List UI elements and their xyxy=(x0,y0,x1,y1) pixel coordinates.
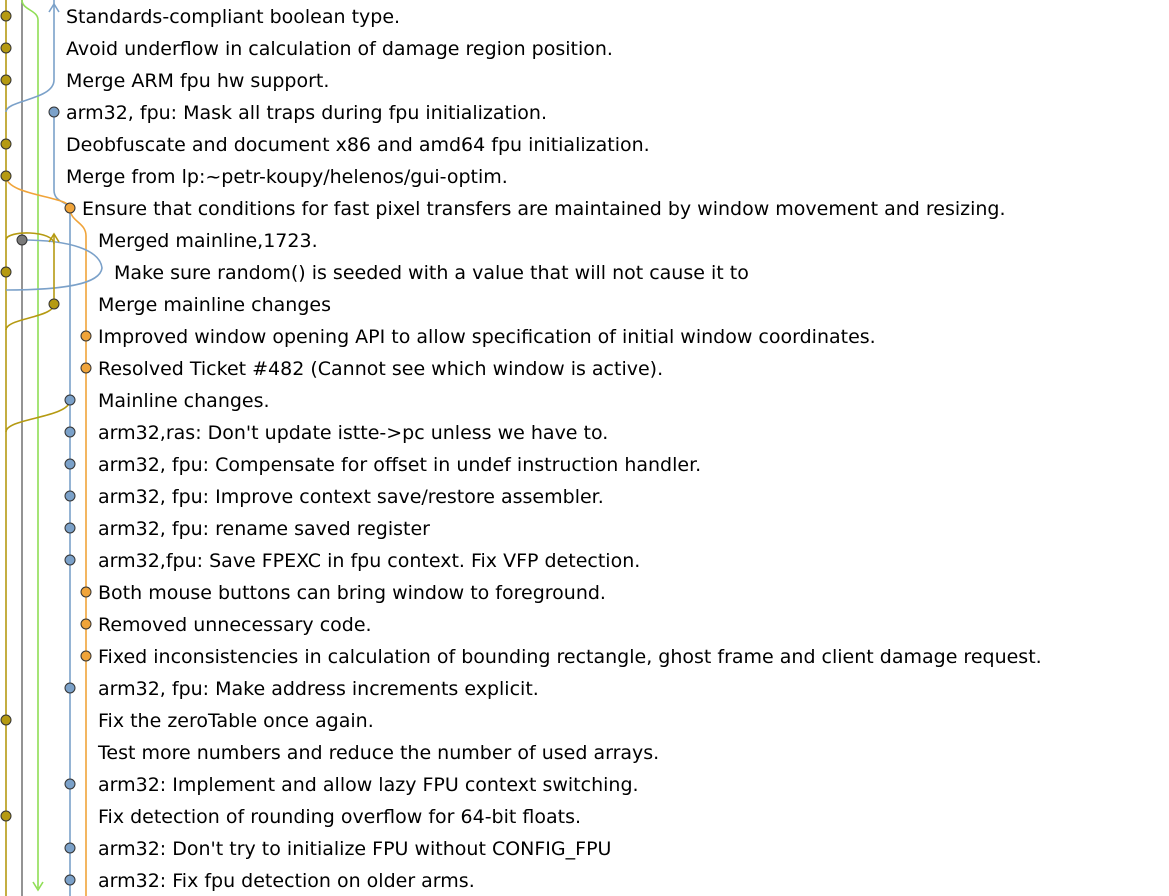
commit-node[interactable] xyxy=(1,811,11,821)
commit-node[interactable] xyxy=(81,619,91,629)
commit-node[interactable] xyxy=(65,491,75,501)
commit-message[interactable]: Mainline changes. xyxy=(98,390,270,412)
commit-message[interactable]: arm32, fpu: Make address increments explicit. xyxy=(98,678,539,700)
commit-node[interactable] xyxy=(1,75,11,85)
commit-node[interactable] xyxy=(65,683,75,693)
commit-node[interactable] xyxy=(65,427,75,437)
commit-message[interactable]: arm32: Fix fpu detection on older arms. xyxy=(98,870,475,892)
commit-node[interactable] xyxy=(17,235,27,245)
commit-message[interactable]: Merge ARM fpu hw support. xyxy=(66,70,330,92)
lane-line-olive-link xyxy=(6,233,54,244)
commit-node[interactable] xyxy=(65,203,75,213)
lane-line-blue-main xyxy=(54,112,70,896)
commit-node[interactable] xyxy=(65,459,75,469)
lane-line-orange-main xyxy=(70,208,86,896)
lane-line-olive-merge xyxy=(6,304,54,330)
commit-message[interactable]: arm32,fpu: Save FPEXC in fpu context. Fix VFP detection. xyxy=(98,550,641,572)
commit-node[interactable] xyxy=(1,11,11,21)
commit-node[interactable] xyxy=(49,107,59,117)
lane-line-blue-top xyxy=(6,0,54,112)
commit-message[interactable]: Merged mainline,1723. xyxy=(98,230,318,252)
commit-message[interactable]: Fixed inconsistencies in calculation of bounding rectangle, ghost frame and client damage request. xyxy=(98,646,1042,668)
commit-node[interactable] xyxy=(65,779,75,789)
commit-message[interactable]: arm32, fpu: Improve context save/restore assembler. xyxy=(98,486,604,508)
commit-node[interactable] xyxy=(81,651,91,661)
commit-node[interactable] xyxy=(65,555,75,565)
commit-message[interactable]: Removed unnecessary code. xyxy=(98,614,372,636)
lane-line-green xyxy=(22,0,38,888)
commit-node[interactable] xyxy=(65,523,75,533)
commit-labels xyxy=(66,6,1042,892)
commit-node[interactable] xyxy=(65,395,75,405)
commit-message[interactable]: Resolved Ticket #482 (Cannot see which window is active). xyxy=(98,358,664,380)
commit-node[interactable] xyxy=(65,843,75,853)
commit-message[interactable]: Ensure that conditions for fast pixel transfers are maintained by window movement and resizing. xyxy=(82,198,1006,220)
commit-message[interactable]: arm32: Don't try to initialize FPU without CONFIG_FPU xyxy=(98,838,612,860)
commit-node[interactable] xyxy=(1,267,11,277)
commit-node[interactable] xyxy=(49,299,59,309)
commit-message[interactable]: Fix the zeroTable once again. xyxy=(98,710,374,732)
commit-node[interactable] xyxy=(65,875,75,885)
commit-node[interactable] xyxy=(1,43,11,53)
commit-message[interactable]: Merge from lp:~petr-koupy/helenos/gui-optim. xyxy=(66,166,508,188)
commit-message[interactable]: Improved window opening API to allow specification of initial window coordinates. xyxy=(98,326,876,348)
commit-message[interactable]: Fix detection of rounding overflow for 64-bit floats. xyxy=(98,806,582,828)
commit-node[interactable] xyxy=(81,331,91,341)
commit-message[interactable]: Make sure random() is seeded with a value that will not cause it to xyxy=(114,262,749,284)
commit-message[interactable]: Test more numbers and reduce the number of used arrays. xyxy=(98,742,660,764)
commit-message[interactable]: arm32: Implement and allow lazy FPU context switching. xyxy=(98,774,639,796)
commit-message[interactable]: arm32,ras: Don't update istte->pc unless we have to. xyxy=(98,422,609,444)
commit-message[interactable]: Avoid underflow in calculation of damage region position. xyxy=(66,38,613,60)
commit-node[interactable] xyxy=(1,139,11,149)
commit-message[interactable]: arm32, fpu: Mask all traps during fpu initialization. xyxy=(66,102,547,124)
commit-node[interactable] xyxy=(1,715,11,725)
commit-message[interactable]: Standards-compliant boolean type. xyxy=(66,6,401,28)
commit-message[interactable]: Merge mainline changes xyxy=(98,294,331,316)
commit-message[interactable]: arm32, fpu: rename saved register xyxy=(98,518,430,540)
commit-message[interactable]: arm32, fpu: Compensate for offset in undef instruction handler. xyxy=(98,454,702,476)
commit-node[interactable] xyxy=(81,363,91,373)
commit-message[interactable]: Both mouse buttons can bring window to foreground. xyxy=(98,582,606,604)
commit-node[interactable] xyxy=(81,587,91,597)
commit-node[interactable] xyxy=(1,171,11,181)
commit-message[interactable]: Deobfuscate and document x86 and amd64 fpu initialization. xyxy=(66,134,650,156)
